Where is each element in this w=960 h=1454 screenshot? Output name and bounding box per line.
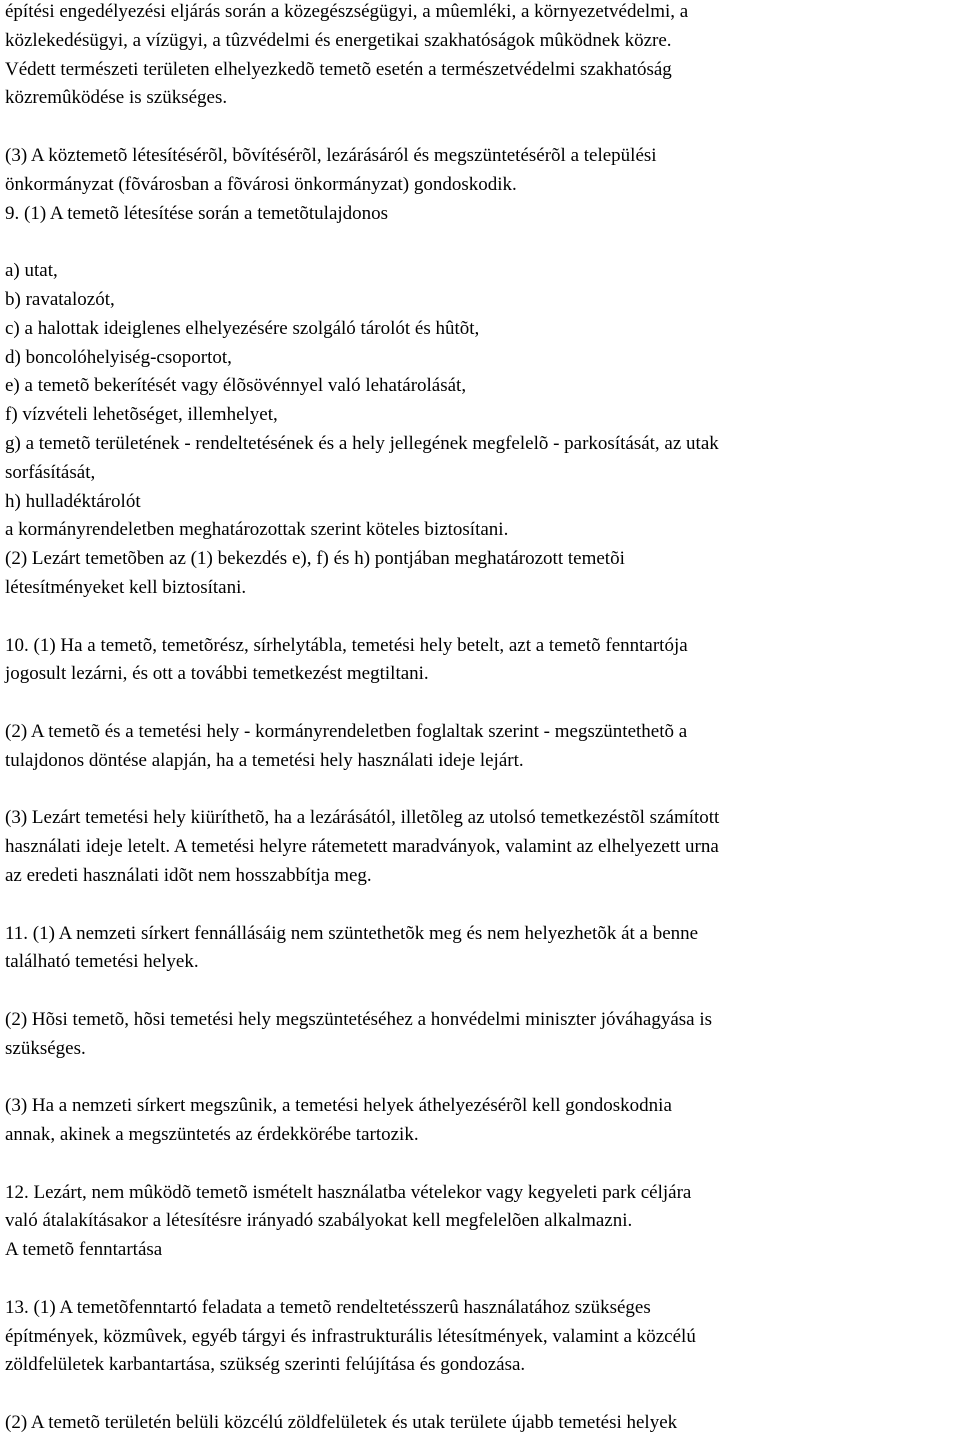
text-line: közlekedésügyi, a vízügyi, a tûzvédelmi és energetikai szakhatóságok mûködnek közre. (5, 29, 672, 51)
list-item: b) ravatalozót, (5, 288, 115, 310)
text-line: annak, akinek a megszüntetés az érdekkörébe tartozik. (5, 1124, 419, 1146)
text-line: (2) Lezárt temetõben az (1) bekezdés e), f) és h) pontjában meghatározott temetõi (5, 548, 625, 570)
paragraph-section-11-2 (5, 1006, 955, 1064)
list-item: a) utat, (5, 260, 58, 282)
paragraph-section-9-list (5, 257, 955, 603)
text-line: (3) A köztemetõ létesítésérõl, bõvítésérõl, lezárásáról és megszüntetésérõl a települési (5, 144, 657, 166)
text-line: az eredeti használati idõt nem hosszabbítja meg. (5, 864, 372, 886)
paragraph-section-13-1 (5, 1294, 955, 1380)
text-line: (2) A temetõ területén belüli közcélú zöldfelületek és utak területe újabb temetési helyek (5, 1412, 678, 1434)
paragraph-section-10-2 (5, 718, 955, 776)
list-item-continuation: sorfásítását, (5, 461, 96, 483)
text-line: jogosult lezárni, és ott a további temetkezést megtiltani. (5, 663, 429, 685)
list-item: d) boncolóhelyiség-csoportot, (5, 346, 232, 368)
text-line: önkormányzat (fõvárosban a fõvárosi önkormányzat) gondoskodik. (5, 173, 517, 195)
text-line: tulajdonos döntése alapján, ha a temetési hely használati ideje lejárt. (5, 749, 524, 771)
paragraph-section-11-1 (5, 920, 955, 978)
text-line: (2) A temetõ és a temetési hely - kormányrendeletben foglaltak szerint - megszüntethetõ a (5, 720, 688, 742)
list-item: e) a temetõ bekerítését vagy élõsövénnyel való lehatárolását, (5, 375, 467, 397)
list-item: f) vízvételi lehetõséget, illemhelyet, (5, 404, 278, 426)
paragraph-permitting-authorities (5, 0, 955, 113)
text-line: közremûködése is szükséges. (5, 87, 228, 109)
text-line: való átalakításakor a létesítésre irányadó szabályokat kell megfelelõen alkalmazni. (5, 1210, 633, 1232)
text-line: 13. (1) A temetõfenntartó feladata a temetõ rendeltetésszerû használatához szükséges (5, 1296, 651, 1318)
subheading-cemetery-maintenance: A temetõ fenntartása (5, 1239, 163, 1261)
paragraph-section-10-3 (5, 804, 955, 890)
text-line: építmények, közmûvek, egyéb tárgyi és infrastrukturális létesítmények, valamint a közcélú (5, 1325, 696, 1347)
text-line: Védett természeti területen elhelyezkedõ temetõ esetén a természetvédelmi szakhatóság (5, 58, 672, 80)
paragraph-section-13-2 (5, 1409, 955, 1438)
paragraph-section-10-1 (5, 632, 955, 690)
list-item: c) a halottak ideiglenes elhelyezésére szolgáló tárolót és hûtõt, (5, 317, 480, 339)
list-item: g) a temetõ területének - rendeltetésének és a hely jellegének megfelelõ - parkosítását, az utak (5, 432, 719, 454)
paragraph-section-12 (5, 1179, 955, 1265)
text-line: használati ideje letelt. A temetési helyre rátemetett maradványok, valamint az elhelyezett urna (5, 836, 719, 858)
text-line: található temetési helyek. (5, 951, 199, 973)
text-line: 11. (1) A nemzeti sírkert fennállásáig nem szüntethetõk meg és nem helyezhetõk át a benne (5, 922, 699, 944)
text-line: a kormányrendeletben meghatározottak szerint köteles biztosítani. (5, 519, 509, 541)
text-line: 10. (1) Ha a temetõ, temetõrész, sírhelytábla, temetési hely betelt, azt a temetõ fenntartója (5, 634, 688, 656)
section-9-heading: 9. (1) A temetõ létesítése során a temetõtulajdonos (5, 202, 389, 224)
text-line: (2) Hõsi temetõ, hõsi temetési hely megszüntetéséhez a honvédelmi miniszter jóváhagyása is (5, 1008, 713, 1030)
text-line: 12. Lezárt, nem mûködõ temetõ ismételt használatba vételekor vagy kegyeleti park céljára (5, 1181, 692, 1203)
text-line: szükséges. (5, 1037, 86, 1059)
text-line: zöldfelületek karbantartása, szükség szerinti felújítása és gondozása. (5, 1354, 526, 1376)
document-page (5, 0, 955, 1438)
text-line: (3) Lezárt temetési hely kiüríthetõ, ha a lezárásától, illetõleg az utolsó temetkezéstõl számított (5, 807, 720, 829)
text-line: építési engedélyezési eljárás során a közegészségügyi, a mûemléki, a környezetvédelmi, a (5, 1, 689, 22)
list-item: h) hulladéktárolót (5, 490, 141, 512)
text-line: létesítményeket kell biztosítani. (5, 576, 247, 598)
paragraph-section-11-3 (5, 1092, 955, 1150)
paragraph-section-8-3 (5, 142, 955, 228)
text-line: (3) Ha a nemzeti sírkert megszûnik, a temetési helyek áthelyezésérõl kell gondoskodnia (5, 1095, 672, 1117)
